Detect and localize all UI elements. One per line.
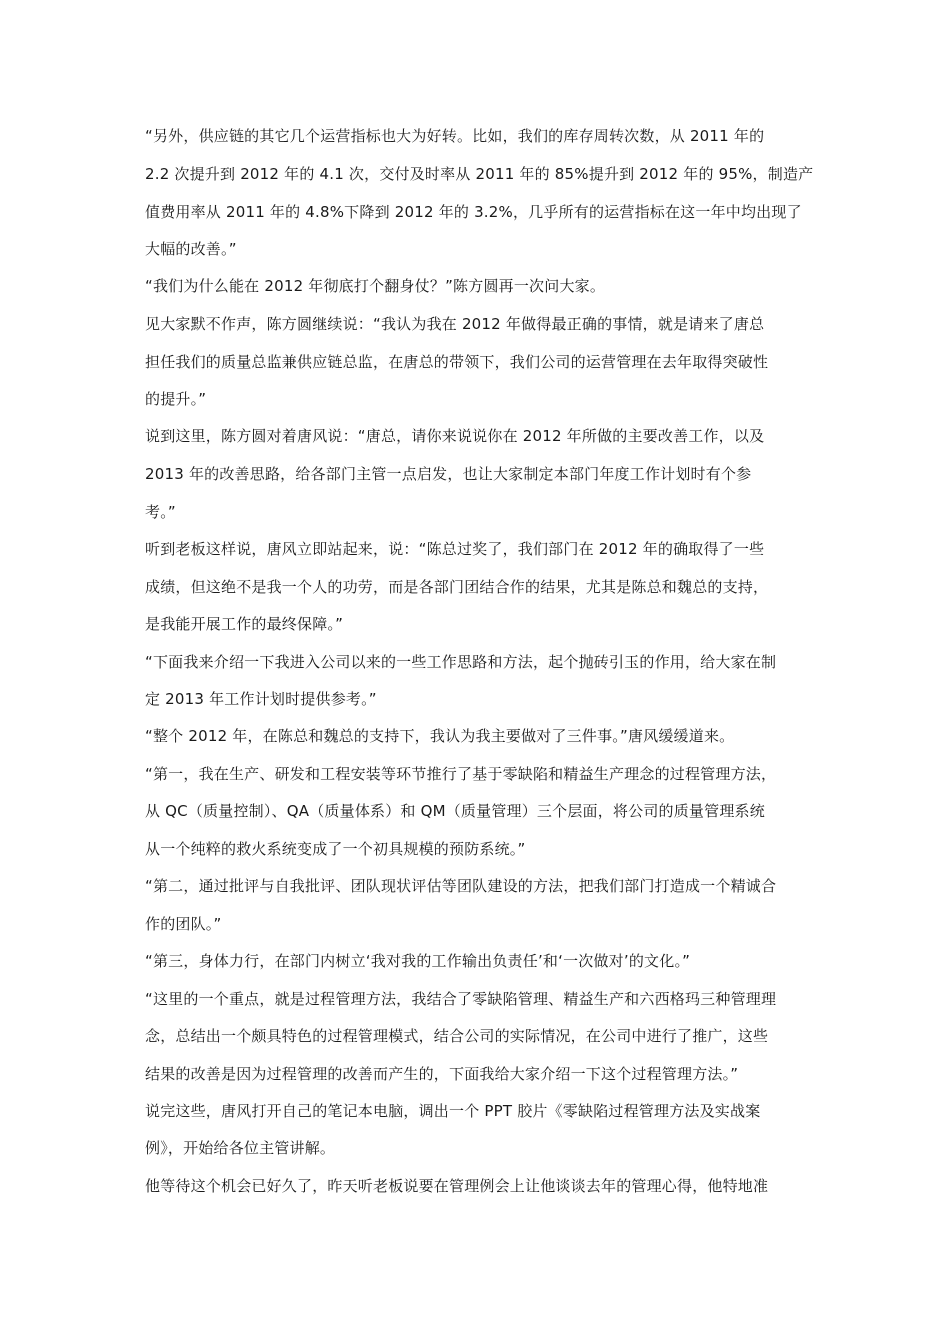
text-line: “这里的一个重点，就是过程管理方法，我结合了零缺陷管理、精益生产和六西格玛三种管理理 <box>145 990 777 1008</box>
text-line: 结果的改善是因为过程管理的改善而产生的，下面我给大家介绍一下这个过程管理方法。” <box>145 1065 739 1083</box>
text-line: 担任我们的质量总监兼供应链总监，在唐总的带领下，我们公司的运营管理在去年取得突破性 <box>145 353 769 371</box>
text-line: 说到这里，陈方圆对着唐风说：“唐总，请你来说说你在 2012 年所做的主要改善工作，以及 <box>145 427 765 445</box>
text-line: “下面我来介绍一下我进入公司以来的一些工作思路和方法，起个抛砖引玉的作用，给大家在制 <box>145 653 777 671</box>
text-line: 定 2013 年工作计划时提供参考。” <box>145 690 377 708</box>
text-line: 从一个纯粹的救火系统变成了一个初具规模的预防系统。” <box>145 840 526 858</box>
text-line: 从 QC（质量控制）、QA（质量体系）和 QM（质量管理）三个层面，将公司的质量管理系统 <box>145 802 765 820</box>
text-line: “另外，供应链的其它几个运营指标也大为好转。比如，我们的库存周转次数，从 2011 年的 <box>145 127 765 145</box>
text-line: 大幅的改善。” <box>145 240 237 258</box>
text-line: “整个 2012 年，在陈总和魏总的支持下，我认为我主要做对了三件事。”唐风缓缓道来。 <box>145 727 735 745</box>
text-line: “第三，身体力行，在部门内树立‘我对我的工作输出负责任’和‘一次做对’的文化。” <box>145 952 691 970</box>
text-line: 说完这些，唐风打开自己的笔记本电脑，调出一个 PPT 胶片《零缺陷过程管理方法及实战案 <box>145 1102 761 1120</box>
text-line: 的提升。” <box>145 390 207 408</box>
text-line: 2013 年的改善思路，给各部门主管一点启发，也让大家制定本部门年度工作计划时有个参 <box>145 465 752 483</box>
text-line: 作的团队。” <box>145 915 222 933</box>
text-line: 是我能开展工作的最终保障。” <box>145 615 344 633</box>
text-line: 值费用率从 2011 年的 4.8%下降到 2012 年的 3.2%，几乎所有的运营指标在这一年中均出现了 <box>145 203 802 221</box>
text-line: “第一，我在生产、研发和工程安装等环节推行了基于零缺陷和精益生产理念的过程管理方法， <box>145 765 777 783</box>
text-line: “我们为什么能在 2012 年彻底打个翻身仗？”陈方圆再一次问大家。 <box>145 277 606 295</box>
text-line: 2.2 次提升到 2012 年的 4.1 次，交付及时率从 2011 年的 85%提升到 2012 年的 95%，制造产 <box>145 165 814 183</box>
text-line: 考。” <box>145 503 176 521</box>
text-line: 他等待这个机会已好久了，昨天听老板说要在管理例会上让他谈谈去年的管理心得，他特地准 <box>145 1177 769 1195</box>
text-line: 念，总结出一个颇具特色的过程管理模式，结合公司的实际情况，在公司中进行了推广，这些 <box>145 1027 769 1045</box>
text-line: 听到老板这样说，唐风立即站起来，说：“陈总过奖了，我们部门在 2012 年的确取得了一些 <box>145 540 765 558</box>
text-line: 成绩，但这绝不是我一个人的功劳，而是各部门团结合作的结果，尤其是陈总和魏总的支持， <box>145 578 769 596</box>
text-line: “第二，通过批评与自我批评、团队现状评估等团队建设的方法，把我们部门打造成一个精诚合 <box>145 877 777 895</box>
text-line: 例》，开始给各位主管讲解。 <box>145 1139 336 1157</box>
text-line: 见大家默不作声，陈方圆继续说：“我认为我在 2012 年做得最正确的事情，就是请来了唐总 <box>145 315 765 333</box>
